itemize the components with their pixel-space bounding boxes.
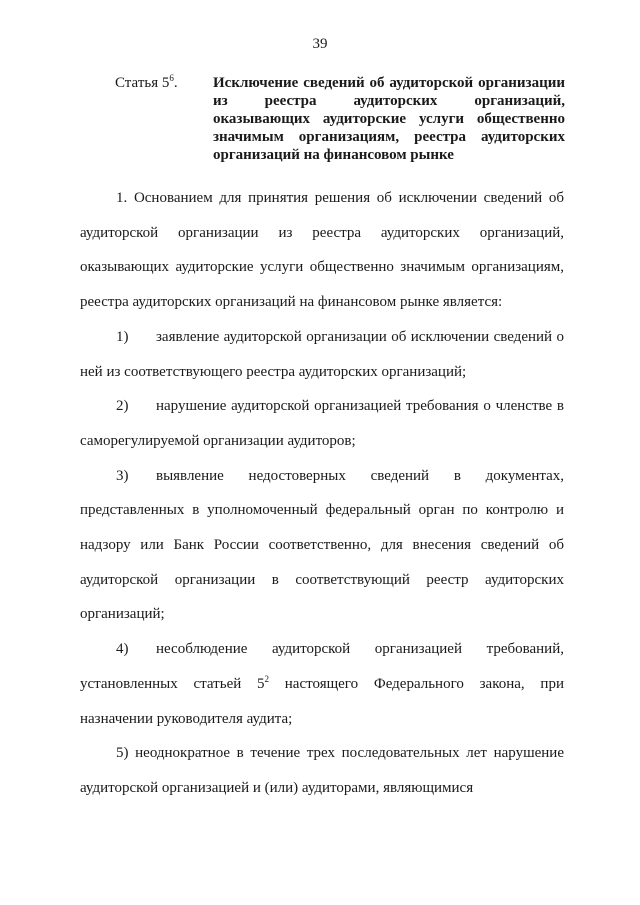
list-item-4 [80,632,564,736]
article-label-text: Статья 5 [115,75,170,91]
list-item-3 [80,459,564,633]
page-number: 39 [312,36,328,52]
list-item-5: 5) неоднократное в течение трех последовательных лет нарушение аудиторской организацией и (или) аудиторами, являющимися [80,745,564,796]
list-item-1-text: заявление аудиторской организации об исключении сведений о ней из соответствующего реестра аудиторских организаций; [80,328,564,380]
list-item-2-text: нарушение аудиторской организацией требования о членстве в саморегулируемой организации аудиторов; [80,398,564,449]
list-item-4-superscript: 2 [264,673,270,684]
list-item-1 [80,320,564,389]
article-label-superscript: 6 [169,73,174,83]
list-item-3-number: 3) [116,467,129,484]
list-item-3-text: выявление недостоверных сведений в документах, представленных в уполномоченный федеральный орган по контролю и надзору или Банк России соответственно, для внесения сведений об аудиторской организации в соответствующий реестр аудиторских организаций; [80,467,564,623]
list-item-2 [80,389,564,458]
list-item-4-text-b: настоящего Федерального закона, при назначении руководителя аудита; [80,675,564,727]
paragraph-1: 1. Основанием для принятия решения об исключении сведений об аудиторской организации из реестра аудиторских организаций, оказывающих аудиторские услуги общественно значимым организациям, реестра аудиторских организаций на финансовом рынке является: [80,190,564,311]
article-title: Исключение сведений об аудиторской организации из реестра аудиторских организаций, оказывающих аудиторские услуги общественно значимым организациям, реестра аудиторских организаций на финансовом рынке [213,75,565,163]
list-item-4-text-a: несоблюдение аудиторской организацией требований, установленных статьей 5 [80,641,564,692]
list-item-4-number: 4) [116,641,129,658]
list-item-2-number: 2) [116,398,129,415]
article-body [80,181,564,806]
article-label [115,74,178,92]
article-label-period: . [173,75,178,91]
list-item-1-number: 1) [116,328,129,345]
